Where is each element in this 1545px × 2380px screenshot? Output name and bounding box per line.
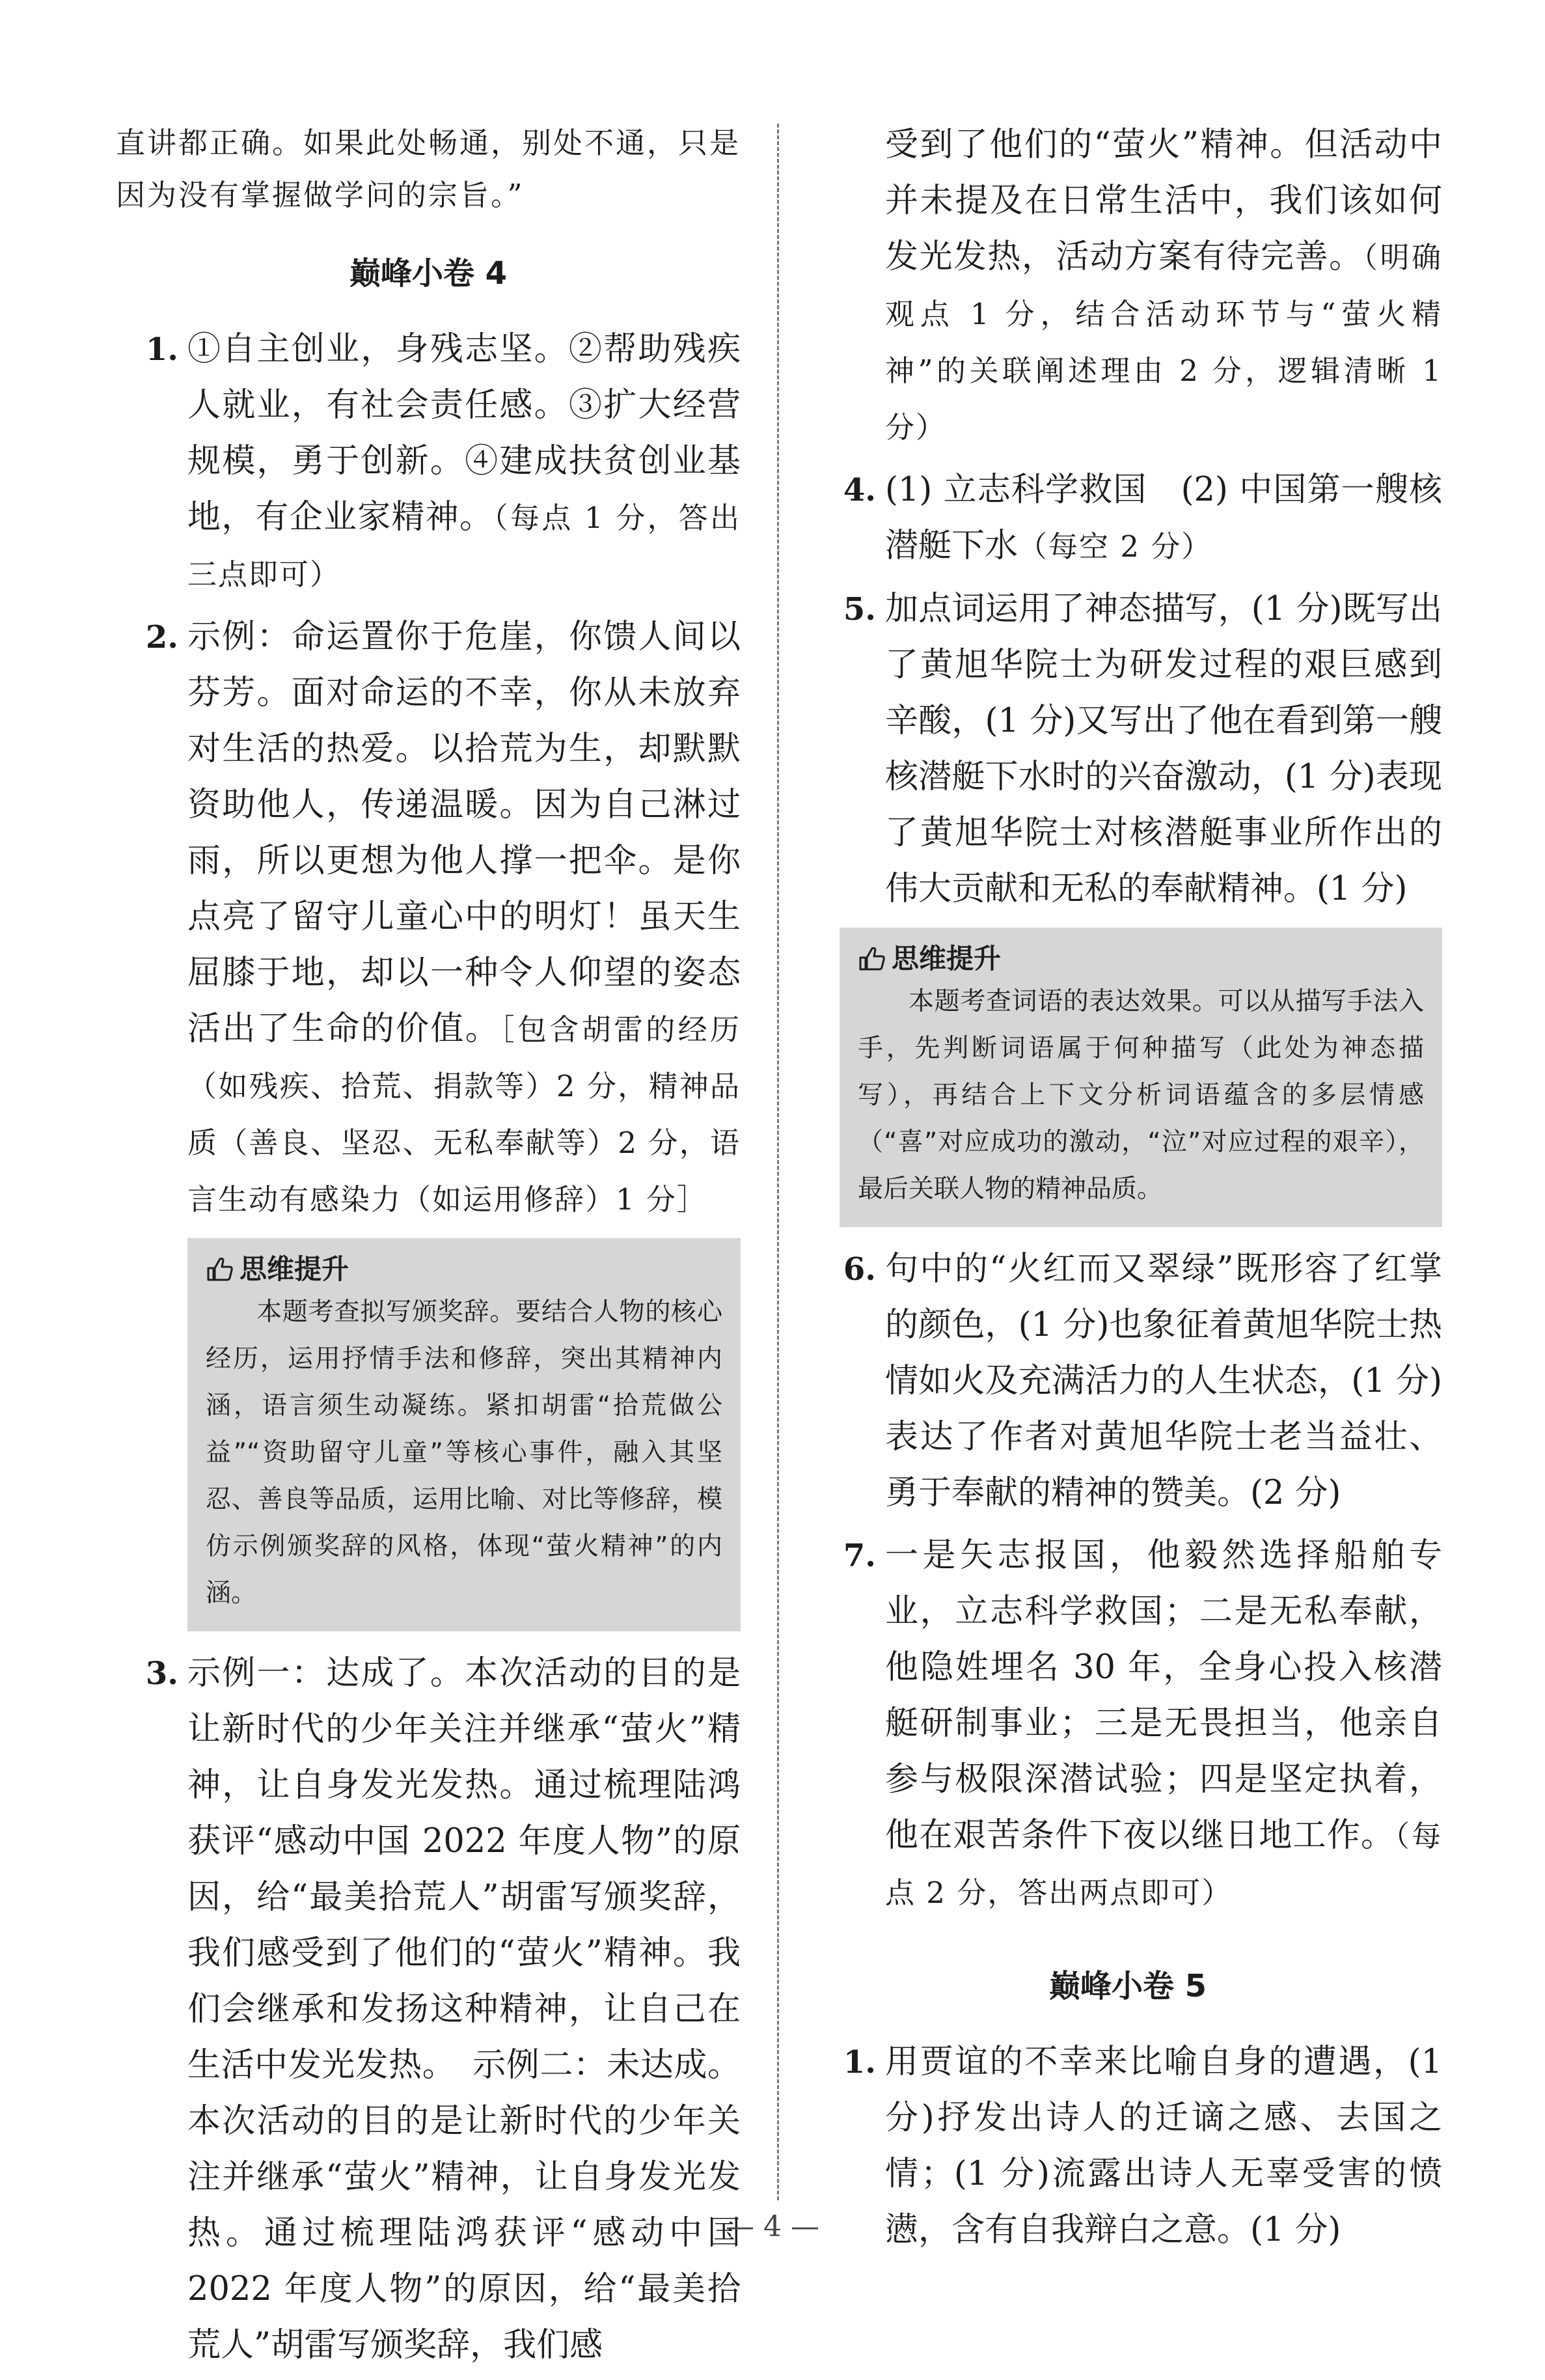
item-text: (1) 立志科学救国 (2) 中国第一艘核潜艇下水 xyxy=(885,471,1442,565)
item-score-note: ［包含胡雷的经历（如残疾、拾荒、捐款等）2 分，精神品质（善良、坚忍、无私奉献等）2 分，语言生动有感染力（如运用修辞）1 分］ xyxy=(187,1012,741,1217)
box-title-text: 思维提升 xyxy=(892,943,1002,975)
box-title-text: 思维提升 xyxy=(239,1253,349,1285)
item-number: 6. xyxy=(843,1251,876,1288)
section-heading-4: 巅峰小卷 4 xyxy=(349,255,508,292)
box-text: 本题考查拟写颁奖辞。要结合人物的核心经历，运用抒情手法和修辞，突出其精神内涵，语言须生动凝练。紧扣胡雷“拾荒做公益”“资助留守儿童”等核心事件，融入其坚忍、善良等品质，运用比喻、对比等修辞，模仿示例颁奖辞的风格，体现“萤火精神”的内涵。 xyxy=(206,1297,722,1608)
item-score-note: （每点 2 分，答出两点即可） xyxy=(885,1819,1442,1910)
answer-item-2 xyxy=(116,609,741,1228)
box-title xyxy=(858,939,1424,978)
answer-item-3-continued xyxy=(814,117,1442,456)
item-score-note: （每点 1 分，答出三点即可） xyxy=(187,501,741,592)
item-text: 示例：命运置你于危崖，你馈人间以芬芳。面对命运的不幸，你从未放弃对生活的热爱。以拾荒为生，却默默资助他人，传递温暖。因为自己淋过雨，所以更想为他人撑一把伞。是你点亮了留守儿童心中的明灯！虽天生屈膝于地，却以一种令人仰望的姿态活出了生命的价值。 xyxy=(187,618,741,1048)
item-score-note: （每空 2 分） xyxy=(1018,529,1212,564)
item-text: ①自主创业，身残志坚。②帮助残疾人就业，有社会责任感。③扩大经营规模，勇于创新。④建成扶贫创业基地，有企业家精神。 xyxy=(187,330,741,536)
page-number: — 4 — xyxy=(726,2210,819,2243)
left-column xyxy=(116,117,741,2380)
item-text: 受到了他们的“萤火”精神。但活动中并未提及在日常生活中，我们该如何发光发热，活动方案有待完善。 xyxy=(885,126,1442,276)
item-number: 1. xyxy=(843,2044,876,2081)
answer-item-4 xyxy=(814,462,1442,575)
item-number: 7. xyxy=(843,1538,876,1574)
answer-item-5 xyxy=(814,581,1442,917)
answer-item-7 xyxy=(814,1528,1442,1921)
item-number: 1. xyxy=(145,331,178,368)
column-divider xyxy=(777,124,779,2200)
item-text: 用贾谊的不幸来比喻自身的遭遇，(1 分)抒发出诗人的迁谪之感、去国之情；(1 分)流露出诗人无辜受害的愤懑，含有自我辩白之意。(1 分) xyxy=(885,2043,1442,2249)
answer-item-3 xyxy=(116,1646,741,2373)
answer-item-1 xyxy=(116,322,741,603)
item-number: 2. xyxy=(145,619,178,656)
intro-text: 直讲都正确。如果此处畅通，别处不通，只是因为没有掌握做学问的宗旨。” xyxy=(116,126,741,212)
thumb-pointing-icon xyxy=(206,1256,234,1282)
right-column xyxy=(814,117,1442,2265)
item-number: 3. xyxy=(145,1655,178,1692)
box-text: 本题考查词语的表达效果。可以从描写手法入手，先判断词语属于何种描写（此处为神态描写），再结合上下文分析词语蕴含的多层情感（“喜”对应成功的激动，“泣”对应过程的艰辛），最后关联人物的精神品质。 xyxy=(858,987,1424,1204)
answer-item-6 xyxy=(814,1241,1442,1521)
item-text: 句中的“火红而又翠绿”既形容了红掌的颜色，(1 分)也象征着黄旭华院士热情如火及充满活力的人生状态，(1 分)表达了作者对黄旭华院士老当益壮、勇于奉献的精神的赞美。(2 分) xyxy=(885,1250,1442,1512)
thinking-box-right xyxy=(840,928,1442,1227)
thumb-pointing-icon xyxy=(858,946,886,972)
item-number: 4. xyxy=(843,472,876,508)
thinking-box-left xyxy=(187,1238,741,1631)
section-heading-5: 巅峰小卷 5 xyxy=(1048,1968,1207,2004)
item-score-note: （明确观点 1 分，结合活动环节与“萤火精神”的关联阐述理由 2 分，逻辑清晰 1 分） xyxy=(885,240,1442,445)
box-title xyxy=(206,1250,722,1289)
item-text: 一是矢志报国，他毅然选择船舶专业，立志科学救国；二是无私奉献，他隐姓埋名 30 年，全身心投入核潜艇研制事业；三是无畏担当，他亲自参与极限深潜试验；四是坚定执着，他在艰苦条件下夜以继日地工作。 xyxy=(885,1536,1442,1855)
item-text: 加点词运用了神态描写，(1 分)既写出了黄旭华院士为研发过程的艰巨感到辛酸，(1 分)又写出了他在看到第一艘核潜艇下水时的兴奋激动，(1 分)表现了黄旭华院士对核潜艇事业所作出的伟大贡献和无私的奉献精神。(1 分) xyxy=(885,590,1442,908)
item-number: 5. xyxy=(843,591,876,628)
item-text: 示例一：达成了。本次活动的目的是让新时代的少年关注并继承“萤火”精神，让自身发光发热。通过梳理陆鸿获评“感动中国 2022 年度人物”的原因，给“最美拾荒人”胡雷写颁奖辞，我们感受到了他们的“萤火”精神。我们会继承和发扬这种精神，让自己在生活中发光发热。 示例二：未达成。本次活动的目的是让新时代的少年关注并继承“萤火”精神，让自身发光发热。通过梳理陆鸿获评“感动中国 2022 年度人物”的原因，给“最美拾荒人”胡雷写颁奖辞，我们感 xyxy=(187,1654,741,2364)
